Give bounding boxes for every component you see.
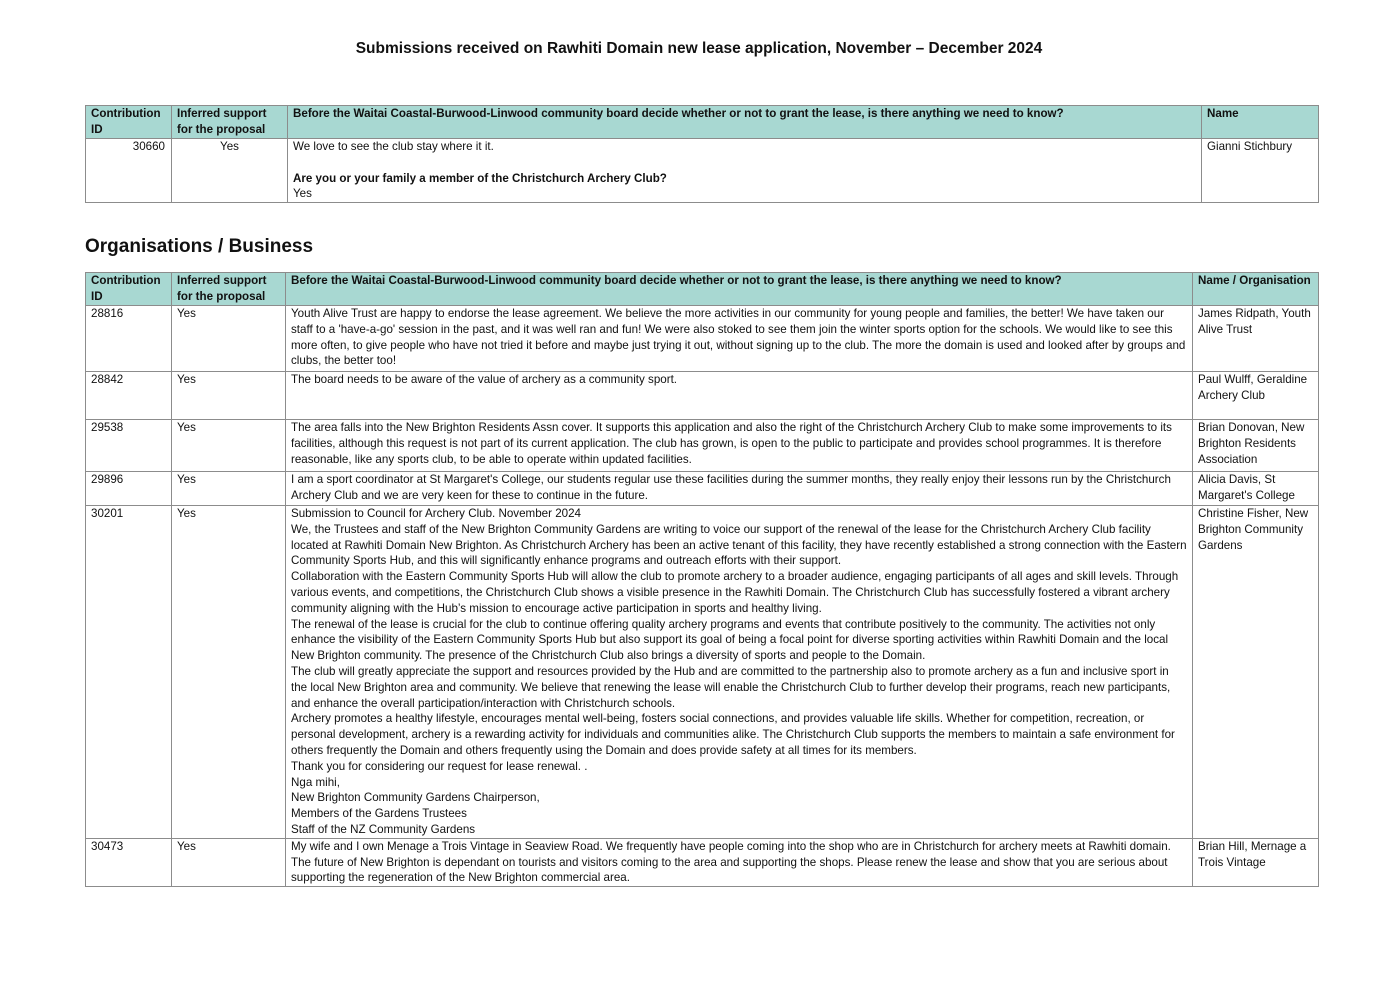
inferred-support: Yes <box>172 139 288 203</box>
contribution-id: 30660 <box>86 139 172 203</box>
inferred-support: Yes <box>172 838 286 886</box>
table-row <box>86 506 1319 839</box>
submission-text <box>286 506 1193 839</box>
inferred-support: Yes <box>172 506 286 839</box>
header-name: Name <box>1202 106 1319 139</box>
submitter-name: Christine Fisher, New Brighton Community Gardens <box>1193 506 1319 839</box>
table-row <box>86 306 1319 372</box>
header-question: Before the Waitai Coastal-Burwood-Linwood community board decide whether or not to grant the lease, is there anything we need to know? <box>286 273 1193 306</box>
header-contribution-id: Contribution ID <box>86 106 172 139</box>
member-answer: Yes <box>293 187 312 201</box>
inferred-support: Yes <box>172 306 286 372</box>
submission-text-body: Submission to Council for Archery Club. November 2024 We, the Trustees and staff of the New Brighton Community Gardens are writing to voice our support of the renewal of the lease for the Christchurch Archery Club facility located at Rawhiti Domain New Brighton. As Christchurch Archery has been an active tenant of this facility, they have recently established a strong connection with the Eastern Community Sports Hub, and this will significantly enhance programs and outreach efforts with their support. Collaboration with the Eastern Community Sports Hub will allow the club to promote archery to a broader audience, engaging participants of all ages and skill levels. Through various events, and competitions, the Christchurch Club shows a visible presence in the Rawhiti Domain. The Christchurch Club has successfully fostered a vibrant archery community aligning with the Hub’s mission to encourage active participation in sports and healthy living. The renewal of the lease is crucial for the club to continue offering quality archery programs and events that contribute positively to the community. The activities not only enhance the visibility of the Eastern Community Sports Hub but also support its goal of being a focal point for diverse sporting activities within Rawhiti Domain and the local New Brighton community. The presence of the Christchurch Club also brings a diversity of sports and people to the Domain. The club will greatly appreciate the support and resources provided by the Hub and are committed to the partnership also to promote archery as a fun and inclusive sport in the local New Brighton area and community. We believe that renewing the lease will enable the Christchurch Club to further develop their programs, reach new participants, and enhance the overall participation/interaction with Christchurch schools. Archery promotes a healthy lifestyle, encourages mental well-being, fosters social connections, and provides valuable life skills. Whether for competition, recreation, or personal development, archery is a rewarding activity for individuals and communities alike. The Christchurch Club supports the members to maintain a safe environment for others frequently the Domain and others frequently using the Domain and does provide safety at all times for its members. Thank you for considering our request for lease renewal. . Nga mihi, New Brighton Community Gardens Chairperson, Members of the Gardens Trustees Staff of the NZ Community Gardens <box>291 507 1187 836</box>
submission-text-body: I am a sport coordinator at St Margaret's College, our students regular use these facilities during the summer months, they really enjoy their lessons run by the Christchurch Archery Club and we are very keen for these to continue in the future. <box>291 473 1171 502</box>
contribution-id: 29538 <box>86 420 172 472</box>
answer-text: We love to see the club stay where it it. <box>293 140 494 153</box>
inferred-support: Yes <box>172 420 286 472</box>
page-title: Submissions received on Rawhiti Domain new lease application, November – December 2024 <box>355 40 1043 57</box>
header-name-organisation: Name / Organisation <box>1193 273 1319 306</box>
submission-text-body: The area falls into the New Brighton Residents Assn cover. It supports this application and also the right of the Christchurch Archery Club to make some improvements to its facilities, although this request is not part of its current application. The club has grown, is open to the public to participate and provides school programmes. It is therefore reasonable, like any sports club, to be able to operate within updated facilities. <box>291 421 1172 466</box>
submission-answer <box>288 139 1202 203</box>
header-contribution-id: Contribution ID <box>86 273 172 306</box>
submitter-name: Gianni Stichbury <box>1202 139 1319 203</box>
submission-text <box>286 472 1193 506</box>
submission-text-body: My wife and I own Menage a Trois Vintage in Seaview Road. We frequently have people coming into the shop who are in Christchurch for archery meets at Rawhiti domain. The future of New Brighton is dependant on tourists and visitors coming to the area and supporting the shops. Please renew the lease and show that you are serious about supporting the regeneration of the New Brighton commercial area. <box>291 839 1171 885</box>
submission-text <box>286 420 1193 472</box>
table-row <box>86 139 1319 203</box>
header-inferred-support: Inferred support for the proposal <box>172 273 286 306</box>
submitter-name: Paul Wulff, Geraldine Archery Club <box>1193 372 1319 420</box>
header-question: Before the Waitai Coastal-Burwood-Linwood community board decide whether or not to grant the lease, is there anything we need to know? <box>288 106 1202 139</box>
submission-text <box>286 838 1193 886</box>
submission-text-body: The board needs to be aware of the value of archery as a community sport. <box>291 373 678 386</box>
submitter-name: Brian Hill, Mernage a Trois Vintage <box>1193 838 1319 886</box>
table-row <box>86 420 1319 472</box>
individual-submissions-table <box>85 105 1319 203</box>
submission-text <box>286 372 1193 420</box>
inferred-support: Yes <box>172 472 286 506</box>
table-row <box>86 472 1319 506</box>
submitter-name: Alicia Davis, St Margaret's College <box>1193 472 1319 506</box>
member-question: Are you or your family a member of the Christchurch Archery Club? <box>293 171 667 185</box>
contribution-id: 28816 <box>86 306 172 372</box>
header-inferred-support: Inferred support for the proposal <box>172 106 288 139</box>
submitter-name: James Ridpath, Youth Alive Trust <box>1193 306 1319 372</box>
contribution-id: 29896 <box>86 472 172 506</box>
inferred-support: Yes <box>172 372 286 420</box>
contribution-id: 28842 <box>86 372 172 420</box>
contribution-id: 30473 <box>86 838 172 886</box>
submission-text <box>286 306 1193 372</box>
table-row <box>86 838 1319 886</box>
table-row <box>86 372 1319 420</box>
submitter-name: Brian Donovan, New Brighton Residents Association <box>1193 420 1319 472</box>
organisation-submissions-table <box>85 272 1319 887</box>
submission-text-body: Youth Alive Trust are happy to endorse the lease agreement. We believe the more activities in our community for young people and families, the better! We have taken our staff to a 'have-a-go' session in the past, and it was well ran and fun! We were also stoked to see them join the winter sports option for the schools. We would like to see this more often, to give people who have not tried it before and maybe just trying it out, without signing up to the club. The more the domain is used and looked after by groups and clubs, the better too! <box>291 307 1186 368</box>
section-heading: Organisations / Business <box>85 236 314 257</box>
contribution-id: 30201 <box>86 506 172 839</box>
